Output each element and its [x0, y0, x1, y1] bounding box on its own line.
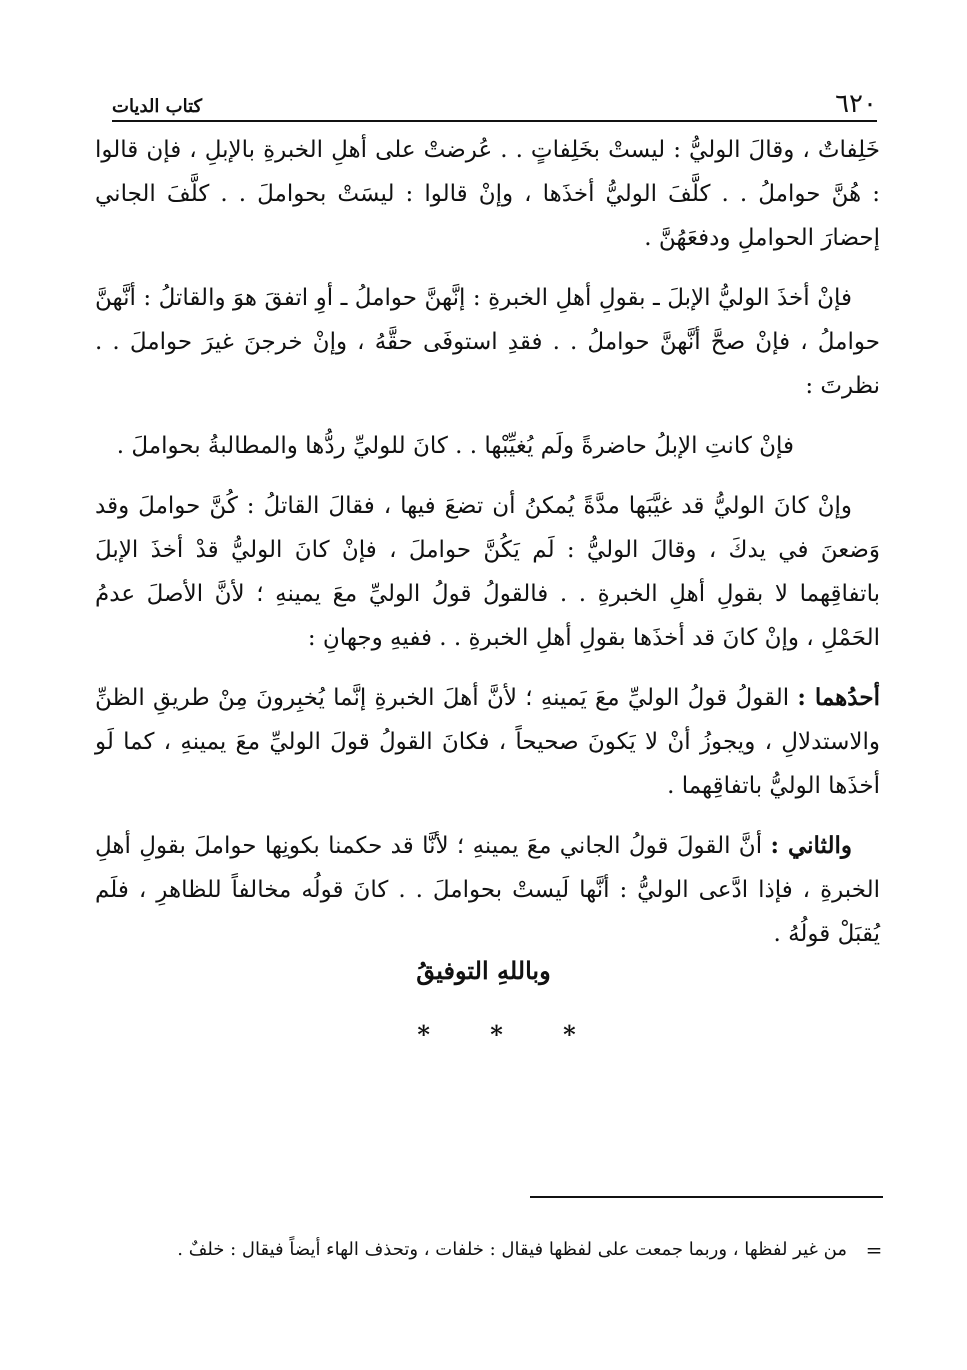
main-text: [95, 128, 880, 972]
footnote-separator: [530, 1196, 883, 1198]
paragraph-2-text: فإنْ أخذَ الوليُّ الإبلَ ـ بقولِ أهلِ الخبرةِ : إنَّهنَّ حواملُ ـ أوِ اتفقَ هوَ والقاتلُ : أنَّهنَّ حواملُ ، فإنْ صحَّ أنَّهنَّ حواملُ . . فقدِ استوفَى حقَّهُ ، وإنْ خرجنَ غيرَ حواملَ . . نظرتَ :: [95, 285, 880, 399]
paragraph-1-text: خَلِفاتٌ ، وقالَ الوليُّ : ليستْ بخَلِفاتٍ . . عُرضتْ على أهلِ الخبرةِ بالإبلِ ، فإن قالوا : هُنَّ حواملُ . . كلَّفَ الوليُّ أخذَها ، وإنْ قالوا : ليسَتْ بحواملَ . . كلَّفَ الجاني إحضارَ الحواملِ ودفعَهُنَّ .: [95, 137, 880, 251]
page-header: [112, 86, 877, 122]
paragraph-3: [95, 424, 880, 468]
closing-phrase: وباللهِ التوفيقُ: [416, 956, 551, 985]
second-view-label: والثاني :: [770, 832, 852, 859]
footnote-text: من غير لفظها ، وربما جمعت على لفظها فيقال : خلفات ، وتحذف الهاء أيضاً فيقال : خلفٌ .: [177, 1239, 847, 1260]
footnote-continuation-mark: =: [865, 1238, 883, 1262]
paragraph-6-text: أنَّ القولَ قولُ الجاني معَ يمينهِ ؛ لأنَّا قد حكمنا بكونِها حواملَ بقولِ أهلِ الخبرةِ ، فإذا ادَّعى الوليُّ : أنَّها لَيستْ بحواملَ . . كانَ قولُه مخالفاً للظاهرِ ، فلَم يُقبَلْ قولُهُ .: [95, 833, 880, 947]
paragraph-4-text: وإنْ كانَ الوليُّ قد غيَّبَها مدَّةً يُمكنُ أن تضعَ فيها ، فقالَ القاتلُ : كُنَّ حواملَ وقد وَضعنَ في يدكَ ، وقالَ الوليُّ : لَم يَكُنَّ حواملَ ، فإنْ كانَ الوليُّ قدْ أخذَ الإبلَ باتفاقِهما لا بقولِ أهلِ الخبرةِ . . فالقولُ قولُ الوليِّ معَ يمينهِ ؛ لأنَّ الأصلَ عدمُ الحَمْلِ ، وإنْ كانَ قد أخذَها بقولِ أهلِ الخبرةِ . . ففيهِ وجهانِ :: [95, 493, 880, 651]
paragraph-6: [95, 824, 880, 956]
footnote: [100, 1233, 885, 1267]
paragraph-5: [95, 676, 880, 808]
paragraph-4: [95, 484, 880, 660]
paragraph-1: [95, 128, 880, 260]
first-view-label: أحدُهما :: [797, 684, 880, 711]
paragraph-3-text: فإنْ كانتِ الإبلُ حاضرةً ولَم يُغيِّبْها . . كانَ للوليِّ ردُّها والمطالبةُ بحواملَ .: [116, 433, 794, 459]
section-divider-stars: * * *: [417, 1020, 602, 1049]
paragraph-2: [95, 276, 880, 408]
paragraph-5-text: القولُ قولُ الوليِّ معَ يَمينهِ ؛ لأنَّ أهلَ الخبرةِ إنَّما يُخبِرونَ مِنْ طريقِ الظنِّ والاستدلالِ ، ويجوزُ أنْ لا يَكونَ صحيحاً ، فكانَ القولُ قولَ الوليِّ معَ يمينهِ ، كما لَو أخذَها الوليُّ باتفاقِهما .: [95, 685, 880, 799]
page-number: ٦٢٠: [835, 89, 877, 119]
book-title: كتاب الديات: [112, 96, 203, 117]
